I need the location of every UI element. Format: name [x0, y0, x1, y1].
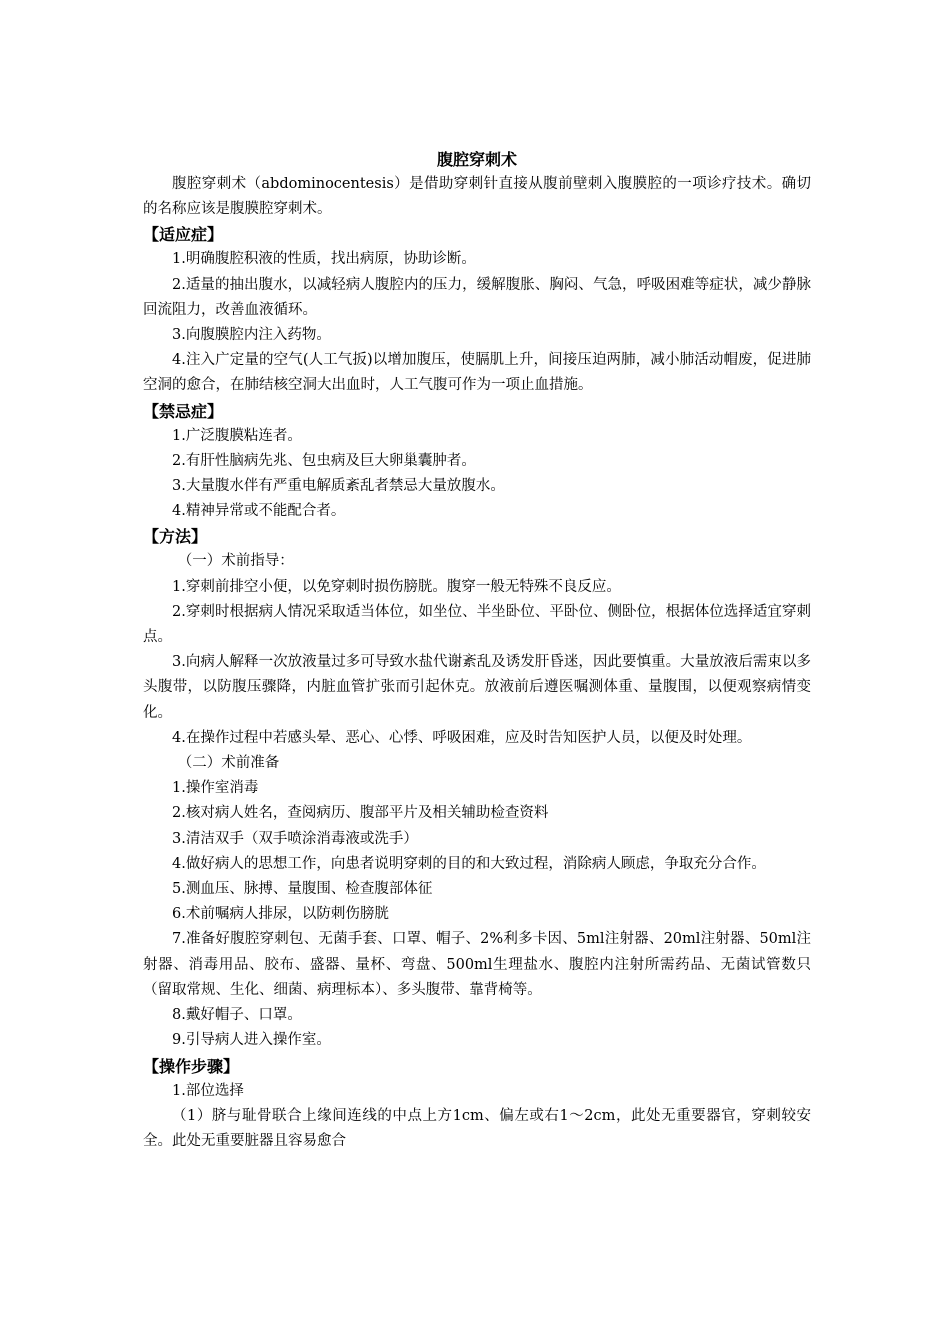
contraindication-item: 4.精神异常或不能配合者。: [172, 503, 346, 520]
preparation-item: 4.做好病人的思想工作，向患者说明穿刺的目的和大致过程，消除病人顾虑，争取充分合作。: [172, 855, 766, 872]
preparation-item: 5.测血压、脉搏、量腹围、检查腹部体征: [172, 881, 433, 898]
preparation-item: 3.清洁双手（双手喷涂消毒液或洗手）: [172, 830, 418, 847]
guidance-item: 4.在操作过程中若感头晕、恶心、心悸、呼吸困难，应及时告知医护人员，以便及时处理。: [172, 729, 752, 746]
indications-heading: 【适应症】: [143, 225, 224, 245]
preparation-subheading: （二）术前准备: [177, 755, 280, 772]
document-body: [143, 148, 811, 1154]
indication-item: 4.注入广定量的空气(人工气扳)以增加腹压，使膈肌上升，间接压迫两肺，减小肺活动帽废，促进肺空洞的愈合，在肺结核空洞大出血时，人工气腹可作为一项止血措施。: [143, 352, 811, 394]
guidance-item: 3.向病人解释一次放液量过多可导致水盐代谢紊乱及诱发肝昏迷，因此要慎重。大量放液后需束以多头腹带，以防腹压骤降，内脏血管扩张而引起休克。放液前后遵医嘱测体重、量腹围，以便观察病情变化。: [143, 654, 811, 721]
preparation-item: 7.准备好腹腔穿刺包、无菌手套、口罩、帽子、2%利多卡因、5ml注射器、20ml注射器、50ml注射器、消毒用品、胶布、盛器、量杯、弯盘、500ml生理盐水、腹腔内注射所需药品、无菌试管数只（留取常规、生化、细菌、病理标本）、多头腹带、靠背椅等。: [143, 931, 811, 998]
indication-item: 3.向腹膜腔内注入药物。: [172, 327, 331, 344]
guidance-item: 1.穿刺前排空小便，以免穿刺时损伤膀胱。腹穿一般无特殊不良反应。: [172, 578, 621, 595]
steps-heading: 【操作步骤】: [143, 1056, 240, 1076]
intro-paragraph: 腹腔穿刺术（abdominocentesis）是借助穿刺针直接从腹前壁刺入腹膜腔的一项诊疗技术。确切的名称应该是腹膜腔穿刺术。: [143, 176, 811, 218]
method-heading: 【方法】: [143, 527, 208, 547]
guidance-item: 2.穿刺时根据病人情况采取适当体位，如坐位、半坐卧位、平卧位、侧卧位，根据体位选择适宜穿刺点。: [143, 603, 811, 646]
indication-item: 1.明确腹腔积液的性质，找出病原，协助诊断。: [172, 251, 476, 268]
step-item: （1）脐与耻骨联合上缘间连线的中点上方1cm、偏左或右1～2cm，此处无重要器官，穿刺较安全。此处无重要脏器且容易愈合: [143, 1107, 811, 1149]
preparation-item: 2.核对病人姓名，查阅病历、腹部平片及相关辅助检查资料: [172, 805, 549, 822]
contraindication-item: 2.有肝性脑病先兆、包虫病及巨大卵巢囊肿者。: [172, 452, 476, 469]
preparation-item: 9.引导病人进入操作室。: [172, 1032, 331, 1049]
document-title: 腹腔穿刺术: [436, 150, 517, 169]
preparation-item: 8.戴好帽子、口罩。: [172, 1007, 302, 1024]
contraindications-heading: 【禁忌症】: [143, 401, 224, 421]
step-item: 1.部位选择: [172, 1082, 244, 1099]
preparation-item: 6.术前嘱病人排尿，以防刺伤膀胱: [172, 906, 389, 923]
preparation-item: 1.操作室消毒: [172, 780, 259, 797]
contraindication-item: 1.广泛腹膜粘连者。: [172, 427, 302, 444]
contraindication-item: 3.大量腹水伴有严重电解质紊乱者禁忌大量放腹水。: [172, 478, 505, 495]
guidance-subheading: （一）术前指导：: [177, 553, 294, 570]
indication-item: 2.适量的抽出腹水，以减轻病人腹腔内的压力，缓解腹胀、胸闷、气急，呼吸困难等症状，减少静脉回流阻力，改善血液循环。: [143, 276, 811, 318]
